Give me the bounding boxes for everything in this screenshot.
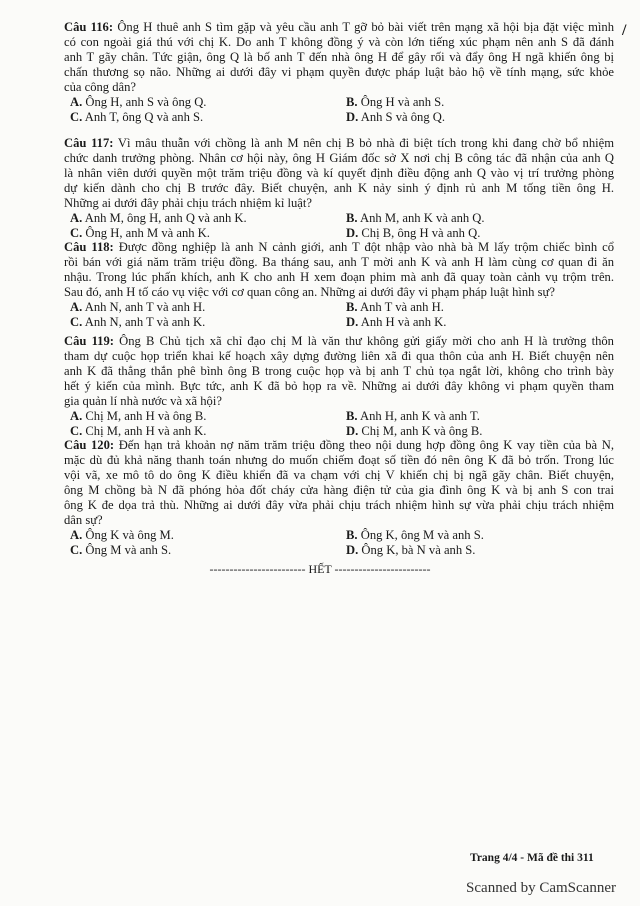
option-text: Anh H và anh K. — [360, 315, 447, 329]
option-text: Ông K, ông M và anh S. — [360, 528, 484, 542]
question-text: Vì mâu thuẫn với chồng là anh M nên chị B bỏ nhà đi biệt tích trong khi đang chờ bổ nhiệm — [117, 136, 615, 150]
question-text: dự kiến dành cho chị B trước đây. Biết chuyện, anh K nảy sinh ý định rủ anh M tống tiền ông H. — [64, 181, 614, 195]
question-label: Câu 118: — [64, 240, 114, 254]
question-text: Những ai dưới đây phải chịu trách nhiệm kỉ luật? — [64, 196, 312, 210]
question-text-line — [64, 136, 614, 151]
option-letter: C. — [70, 424, 83, 438]
question-text-line — [64, 285, 614, 300]
option-text: Anh M, ông H, anh Q và anh K. — [84, 211, 247, 225]
question-label: Câu 116: — [64, 20, 114, 34]
answer-option-c — [64, 110, 340, 125]
question-text-line — [64, 35, 614, 50]
question-text: mặc dù đủ khả năng thanh toán nhưng do muốn chiếm đoạt số tiền đó nên ông K đã bỏ trốn. Trong lúc — [64, 453, 614, 467]
answer-options — [64, 409, 614, 439]
option-text: Ông H, anh S và ông Q. — [85, 95, 207, 109]
option-letter: A. — [70, 300, 83, 314]
question-text-line — [64, 334, 614, 349]
answer-option-d — [340, 424, 614, 439]
option-text: Anh S và ông Q. — [360, 110, 446, 124]
question-text-line — [64, 394, 614, 409]
answer-option-b — [340, 95, 614, 110]
answer-options — [64, 528, 614, 558]
option-text: Ông M và anh S. — [85, 543, 172, 557]
answer-option-c — [64, 226, 340, 241]
answer-options — [64, 95, 614, 125]
answer-option-c — [64, 424, 340, 439]
question-text: Ông B Chủ tịch xã chỉ đạo chị M là văn thư không gửi giấy mời cho anh H là trưởng thôn — [119, 334, 614, 348]
question-text-line — [64, 20, 614, 35]
answer-option-a — [64, 528, 340, 543]
option-letter: D. — [346, 110, 359, 124]
answer-option-d — [340, 226, 614, 241]
question-text-line — [64, 80, 614, 95]
question-text: chức danh trưởng phòng. Nhân cơ hội này, ông H Giám đốc sở X nơi chị B công tác đã nhận của anh Q — [64, 151, 614, 165]
answer-option-b — [340, 409, 614, 424]
question-text-line — [64, 498, 614, 513]
option-text: Ông K, bà N và anh S. — [361, 543, 476, 557]
question-119 — [64, 334, 614, 439]
question-text-line — [64, 349, 614, 364]
answer-option-b — [340, 211, 614, 226]
question-text: ông K đe dọa trả thù. Những ai dưới đây vừa phải chịu trách nhiệm hình sự vừa phải chịu trách nhiệm — [64, 498, 614, 512]
question-text-line — [64, 468, 614, 483]
option-text: Ông K và ông M. — [85, 528, 174, 542]
option-text: Ông H và anh S. — [360, 95, 445, 109]
option-letter: D. — [346, 543, 359, 557]
option-letter: A. — [70, 409, 83, 423]
question-text-line — [64, 166, 614, 181]
option-letter: D. — [346, 315, 359, 329]
option-letter: A. — [70, 211, 83, 225]
question-120 — [64, 438, 614, 558]
question-116 — [64, 20, 614, 125]
question-text-line — [64, 270, 614, 285]
option-text: Chị B, ông H và anh Q. — [361, 226, 481, 240]
answer-options — [64, 211, 614, 241]
answer-options — [64, 300, 614, 330]
question-text-line — [64, 513, 614, 528]
option-letter: D. — [346, 424, 359, 438]
option-letter: C. — [70, 543, 83, 557]
question-text: Sau đó, anh H tố cáo vụ việc với cơ quan công an. Những ai dưới đây vi phạm pháp luật hình sự? — [64, 285, 555, 299]
option-text: Chị M, anh H và anh K. — [85, 424, 207, 438]
question-text-line — [64, 438, 614, 453]
question-text: anh T gãy chân. Tức giận, ông Q là bố anh T đến nhà ông H để gây rối và đẩy ông H ngã khiến ông bị — [64, 50, 614, 64]
question-text: ông M chồng bà N đã phóng hỏa đốt cháy cửa hàng điện tử của gia đình ông K và bị anh S con trai — [64, 483, 614, 497]
option-text: Anh N, anh T và anh K. — [84, 315, 206, 329]
question-text-line — [64, 50, 614, 65]
option-text: Ông H, anh M và anh K. — [85, 226, 210, 240]
answer-option-d — [340, 110, 614, 125]
question-text: có con ngoài giá thú với chị K. Do anh T không đồng ý và còn lớn tiếng xúc phạm nên anh S đã đánh — [64, 35, 614, 49]
question-text-line — [64, 65, 614, 80]
answer-option-a — [64, 211, 340, 226]
answer-option-a — [64, 95, 340, 110]
question-label: Câu 120: — [64, 438, 115, 452]
page-footer: Trang 4/4 - Mã đề thi 311 — [470, 852, 594, 864]
option-text: Anh H, anh K và anh T. — [360, 409, 480, 423]
option-text: Anh T và anh H. — [360, 300, 444, 314]
option-text: Chị M, anh K và ông B. — [361, 424, 483, 438]
question-text-line — [64, 255, 614, 270]
question-text: nhậu. Trong lúc phấn khích, anh K cho anh H xem đoạn phim mà anh đã quay toàn cảnh vụ trộm trên. — [64, 270, 614, 284]
answer-option-c — [64, 543, 340, 558]
option-text: Anh M, anh K và anh Q. — [360, 211, 485, 225]
question-label: Câu 119: — [64, 334, 114, 348]
option-letter: A. — [70, 95, 83, 109]
question-text-line — [64, 240, 614, 255]
question-text-line — [64, 483, 614, 498]
question-117 — [64, 136, 614, 241]
option-letter: D. — [346, 226, 359, 240]
question-text: là nhân viên dưới quyền một trăm triệu đồng và kí quyết định điều động anh Q vào vị trí trưởng phòng — [64, 166, 614, 180]
question-text: dân sự? — [64, 513, 103, 527]
end-marker: ------------------------ HẾT ------------------------ — [209, 562, 431, 576]
question-text: anh K đã thẳng thắn phê bình ông B trong cuộc họp và bị anh T chủ tọa ngắt lời, không cho trình bày — [64, 364, 614, 378]
option-letter: C. — [70, 315, 83, 329]
question-text-line — [64, 364, 614, 379]
answer-option-b — [340, 528, 614, 543]
question-text: rồi bán với giá năm trăm triệu đồng. Ba tháng sau, anh T mời anh K và anh H làm cùng cơ quan đi ăn — [64, 255, 614, 269]
question-text-line — [64, 453, 614, 468]
question-text: Ông H thuê anh S tìm gặp và yêu cầu anh T gỡ bỏ bài viết trên mạng xã hội bịa đặt việc mình — [117, 20, 614, 34]
option-letter: C. — [70, 226, 83, 240]
option-letter: A. — [70, 528, 83, 542]
question-text: tham dự cuộc họp triển khai kế hoạch xây dựng đường liên xã đi qua thôn của anh H. Biết chuyện nên — [64, 349, 614, 363]
option-letter: B. — [346, 300, 358, 314]
question-118 — [64, 240, 614, 330]
question-text: của công dân? — [64, 80, 137, 94]
option-letter: B. — [346, 409, 358, 423]
question-text-line — [64, 379, 614, 394]
question-text-line — [64, 181, 614, 196]
margin-mark: / — [622, 22, 627, 39]
option-text: Anh N, anh T và anh H. — [84, 300, 206, 314]
camscanner-watermark: Scanned by CamScanner — [466, 880, 616, 896]
answer-option-d — [340, 315, 614, 330]
option-text: Anh T, ông Q và anh S. — [84, 110, 204, 124]
option-letter: B. — [346, 95, 358, 109]
question-text-line — [64, 151, 614, 166]
answer-option-d — [340, 543, 614, 558]
question-text: gia quản lí nhà nước và xã hội? — [64, 394, 222, 408]
option-letter: B. — [346, 211, 358, 225]
answer-option-b — [340, 300, 614, 315]
question-label: Câu 117: — [64, 136, 114, 150]
answer-option-c — [64, 315, 340, 330]
question-text: hết ý kiến của mình. Bực tức, anh K đã bỏ họp ra về. Những ai dưới đây không vi phạm quyền tham — [64, 379, 614, 393]
answer-option-a — [64, 300, 340, 315]
option-letter: B. — [346, 528, 358, 542]
answer-option-a — [64, 409, 340, 424]
question-text: Được đồng nghiệp là anh N cảnh giới, anh T đột nhập vào nhà bà M lấy trộm chiếc bình cổ — [118, 240, 614, 254]
question-text: chấn thương sọ não. Những ai dưới đây vi phạm quyền được pháp luật bảo hộ về tính mạng, sức khỏe — [64, 65, 614, 79]
question-text: Đến hạn trả khoản nợ năm trăm triệu đồng theo nội dung hợp đồng ông K vay tiền của bà N, — [118, 438, 614, 452]
option-text: Chị M, anh H và ông B. — [85, 409, 207, 423]
question-text-line — [64, 196, 614, 211]
question-text: vội vã, xe mô tô do ông K điều khiển đã va chạm với chị V khiến chị bị ngã gãy chân. Biết chuyện, — [64, 468, 614, 482]
option-letter: C. — [70, 110, 83, 124]
